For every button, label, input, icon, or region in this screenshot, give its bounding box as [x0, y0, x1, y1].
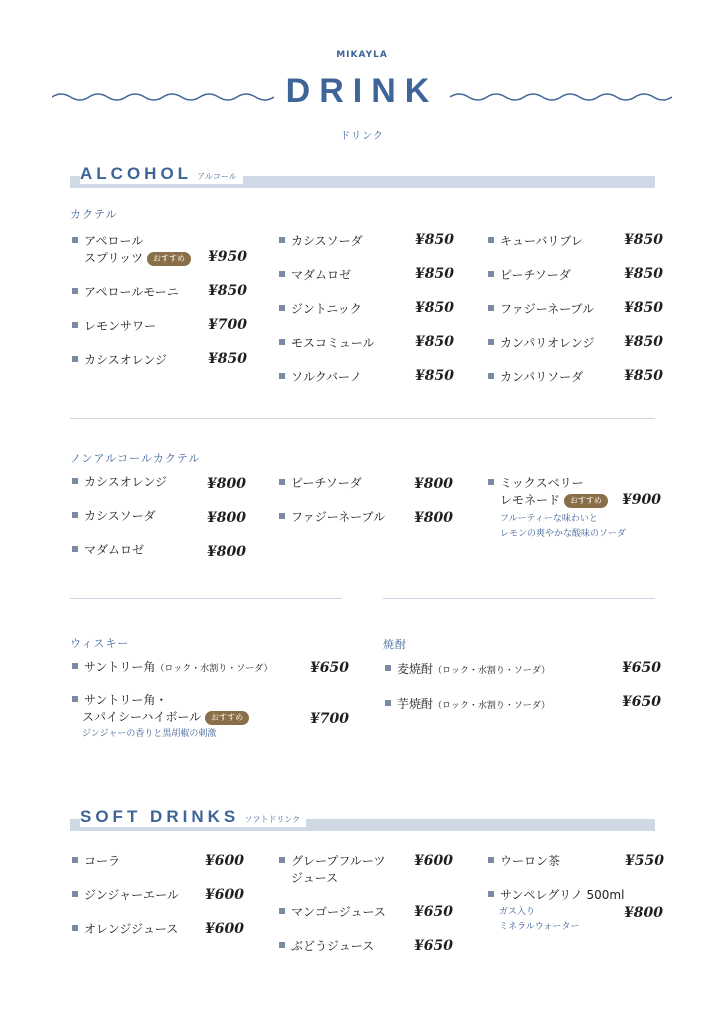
bullet-icon [72, 925, 78, 931]
menu-item [488, 853, 560, 870]
bullet-icon [72, 546, 78, 552]
section-divider [70, 418, 655, 419]
item-price: ¥650 [622, 660, 661, 676]
item-name: ピーチソーダ [500, 268, 571, 282]
item-price: ¥800 [207, 510, 246, 526]
item-price: ¥600 [205, 887, 244, 903]
menu-item [72, 508, 156, 525]
section-divider [383, 598, 655, 599]
menu-item [72, 474, 167, 491]
menu-item [72, 921, 178, 938]
item-price: ¥950 [208, 249, 247, 265]
bullet-icon [72, 857, 78, 863]
menu-item-line2 [84, 250, 191, 267]
bullet-icon [279, 305, 285, 311]
recommended-badge: おすすめ [564, 494, 608, 508]
item-price: ¥600 [414, 853, 453, 869]
bullet-icon [488, 373, 494, 379]
item-price: ¥600 [205, 921, 244, 937]
item-price: ¥850 [415, 368, 454, 384]
item-name: ソルクバーノ [291, 370, 362, 384]
bullet-icon [72, 663, 78, 669]
item-name: カンパリソーダ [500, 370, 584, 384]
bullet-icon [72, 478, 78, 484]
menu-item [279, 335, 375, 352]
soft-drinks-subtitle: ソフトドリンク [244, 815, 301, 824]
item-name: サントリー角 [84, 660, 156, 674]
whisky-category: ウィスキー [70, 637, 130, 650]
bullet-icon [488, 891, 494, 897]
bullet-icon [385, 700, 391, 706]
menu-item [72, 318, 156, 335]
bullet-icon [72, 891, 78, 897]
item-name: コーラ [84, 854, 121, 868]
menu-item [385, 696, 550, 715]
menu-item [279, 301, 362, 318]
item-name: マダムロゼ [291, 268, 352, 282]
item-name: キューバリブレ [500, 234, 583, 248]
item-note: ジンジャーの香りと黒胡椒の刺激 [82, 729, 217, 739]
item-note: レモンの爽やかな酸味のソーダ [500, 529, 626, 539]
item-name: アペロール [84, 234, 144, 248]
bullet-icon [488, 271, 494, 277]
item-name: ピーチソーダ [291, 476, 362, 490]
bullet-icon [279, 908, 285, 914]
bullet-icon [72, 512, 78, 518]
menu-item [72, 352, 167, 369]
page-subtitle: ドリンク [340, 131, 384, 142]
item-price: ¥900 [622, 492, 661, 508]
menu-item [72, 284, 179, 301]
brand-name: MIKAYLA [336, 50, 388, 60]
bullet-icon [72, 356, 78, 362]
item-name: ジントニック [291, 302, 362, 316]
menu-item [72, 887, 179, 904]
item-name: ジンジャーエール [84, 888, 179, 902]
item-name: グレープフルーツ [291, 854, 386, 868]
cocktail-category: カクテル [70, 208, 118, 221]
menu-item-line2 [291, 870, 338, 887]
item-price: ¥850 [624, 232, 663, 248]
shochu-category: 焼酎 [383, 638, 407, 651]
menu-item [488, 887, 624, 904]
menu-item [488, 335, 594, 352]
bullet-icon [279, 513, 285, 519]
menu-item [279, 853, 385, 870]
recommended-badge: おすすめ [147, 252, 191, 266]
item-price: ¥850 [415, 334, 454, 350]
item-price: ¥650 [622, 694, 661, 710]
item-price: ¥850 [415, 266, 454, 282]
item-price: ¥850 [208, 351, 247, 367]
item-name: マンゴージュース [291, 905, 386, 919]
menu-item [72, 692, 167, 709]
bullet-icon [279, 373, 285, 379]
item-price: ¥700 [310, 711, 349, 727]
non-alcohol-category: ノンアルコールカクテル [70, 452, 201, 465]
item-price: ¥800 [207, 476, 246, 492]
item-price: ¥850 [624, 266, 663, 282]
menu-item [279, 267, 351, 284]
soft-drinks-title: SOFT DRINKS [80, 807, 240, 826]
menu-item [279, 938, 374, 955]
menu-item [72, 853, 120, 870]
item-price: ¥700 [208, 317, 247, 333]
item-name: ファジーネーブル [500, 302, 595, 316]
menu-item [488, 301, 594, 318]
alcohol-title: ALCOHOL [80, 164, 193, 183]
bullet-icon [488, 857, 494, 863]
bullet-icon [72, 288, 78, 294]
item-detail: （ロック・水割り・ソーダ） [433, 666, 551, 676]
item-name: レモンサワー [84, 319, 157, 333]
item-note: フルーティーな味わいと [500, 514, 598, 524]
menu-item [488, 475, 584, 492]
menu-item [72, 542, 144, 559]
item-name: カンパリオレンジ [500, 336, 595, 350]
item-name: スパイシーハイボール [82, 710, 202, 724]
menu-item [72, 659, 273, 678]
item-price: ¥650 [310, 660, 349, 676]
item-name: アペロールモーニ [84, 285, 179, 299]
item-price: ¥550 [625, 853, 664, 869]
item-name: カシスオレンジ [84, 353, 168, 367]
menu-item [488, 369, 583, 386]
item-price: ¥650 [414, 938, 453, 954]
item-name: カシスソーダ [291, 234, 363, 248]
bullet-icon [279, 479, 285, 485]
item-detail: （ロック・水割り・ソーダ） [155, 664, 273, 674]
item-price: ¥800 [414, 510, 453, 526]
bullet-icon [279, 857, 285, 863]
menu-item [279, 904, 386, 921]
bullet-icon [72, 322, 78, 328]
item-price: ¥850 [415, 232, 454, 248]
item-note: ガス入り [499, 907, 536, 917]
item-name: マダムロゼ [84, 543, 145, 557]
item-name: カシスソーダ [84, 509, 156, 523]
bullet-icon [488, 305, 494, 311]
item-name: 芋焼酎 [397, 697, 434, 711]
bullet-icon [488, 339, 494, 345]
item-name: レモネード [500, 493, 561, 507]
alcohol-subtitle: アルコール [197, 172, 237, 181]
item-name: サンペレグリノ 500ml [500, 888, 625, 902]
item-name: ミックスベリー [500, 476, 584, 490]
menu-item [385, 661, 550, 680]
item-price: ¥850 [624, 300, 663, 316]
item-name: ぶどうジュース [291, 939, 375, 953]
item-note: ミネラルウォーター [499, 922, 580, 932]
menu-item [279, 233, 363, 250]
bullet-icon [279, 339, 285, 345]
bullet-icon [279, 271, 285, 277]
item-price: ¥650 [414, 904, 453, 920]
menu-item-line2 [82, 709, 249, 726]
item-price: ¥850 [208, 283, 247, 299]
section-divider [70, 598, 342, 599]
item-name: カシスオレンジ [84, 475, 168, 489]
menu-item [488, 233, 583, 250]
item-price: ¥850 [415, 300, 454, 316]
item-name: ファジーネーブル [291, 510, 386, 524]
item-price: ¥600 [205, 853, 244, 869]
item-name: 麦焼酎 [397, 662, 434, 676]
item-name: スプリッツ [84, 251, 144, 265]
bullet-icon [488, 479, 494, 485]
item-price: ¥850 [624, 368, 663, 384]
item-price: ¥800 [624, 905, 663, 921]
bullet-icon [72, 237, 78, 243]
item-name: モスコミュール [291, 336, 375, 350]
recommended-badge: おすすめ [205, 711, 249, 725]
alcohol-heading [80, 164, 243, 184]
item-price: ¥800 [414, 476, 453, 492]
item-name: サントリー角・ [84, 693, 168, 707]
item-name: ウーロン茶 [500, 854, 561, 868]
bullet-icon [385, 665, 391, 671]
item-price: ¥800 [207, 544, 246, 560]
menu-item-line2 [500, 492, 608, 509]
menu-item [279, 509, 385, 526]
wave-decoration-right [450, 90, 672, 104]
item-detail: （ロック・水割り・ソーダ） [433, 701, 551, 711]
item-name: ジュース [291, 871, 339, 885]
bullet-icon [279, 942, 285, 948]
menu-item [488, 267, 571, 284]
page-title: DRINK [285, 72, 439, 110]
menu-item [279, 475, 362, 492]
menu-item [72, 233, 143, 250]
bullet-icon [72, 696, 78, 702]
bullet-icon [279, 237, 285, 243]
item-price: ¥850 [624, 334, 663, 350]
bullet-icon [488, 237, 494, 243]
item-name: オレンジジュース [84, 922, 179, 936]
menu-item [279, 369, 362, 386]
soft-drinks-heading [80, 807, 306, 827]
